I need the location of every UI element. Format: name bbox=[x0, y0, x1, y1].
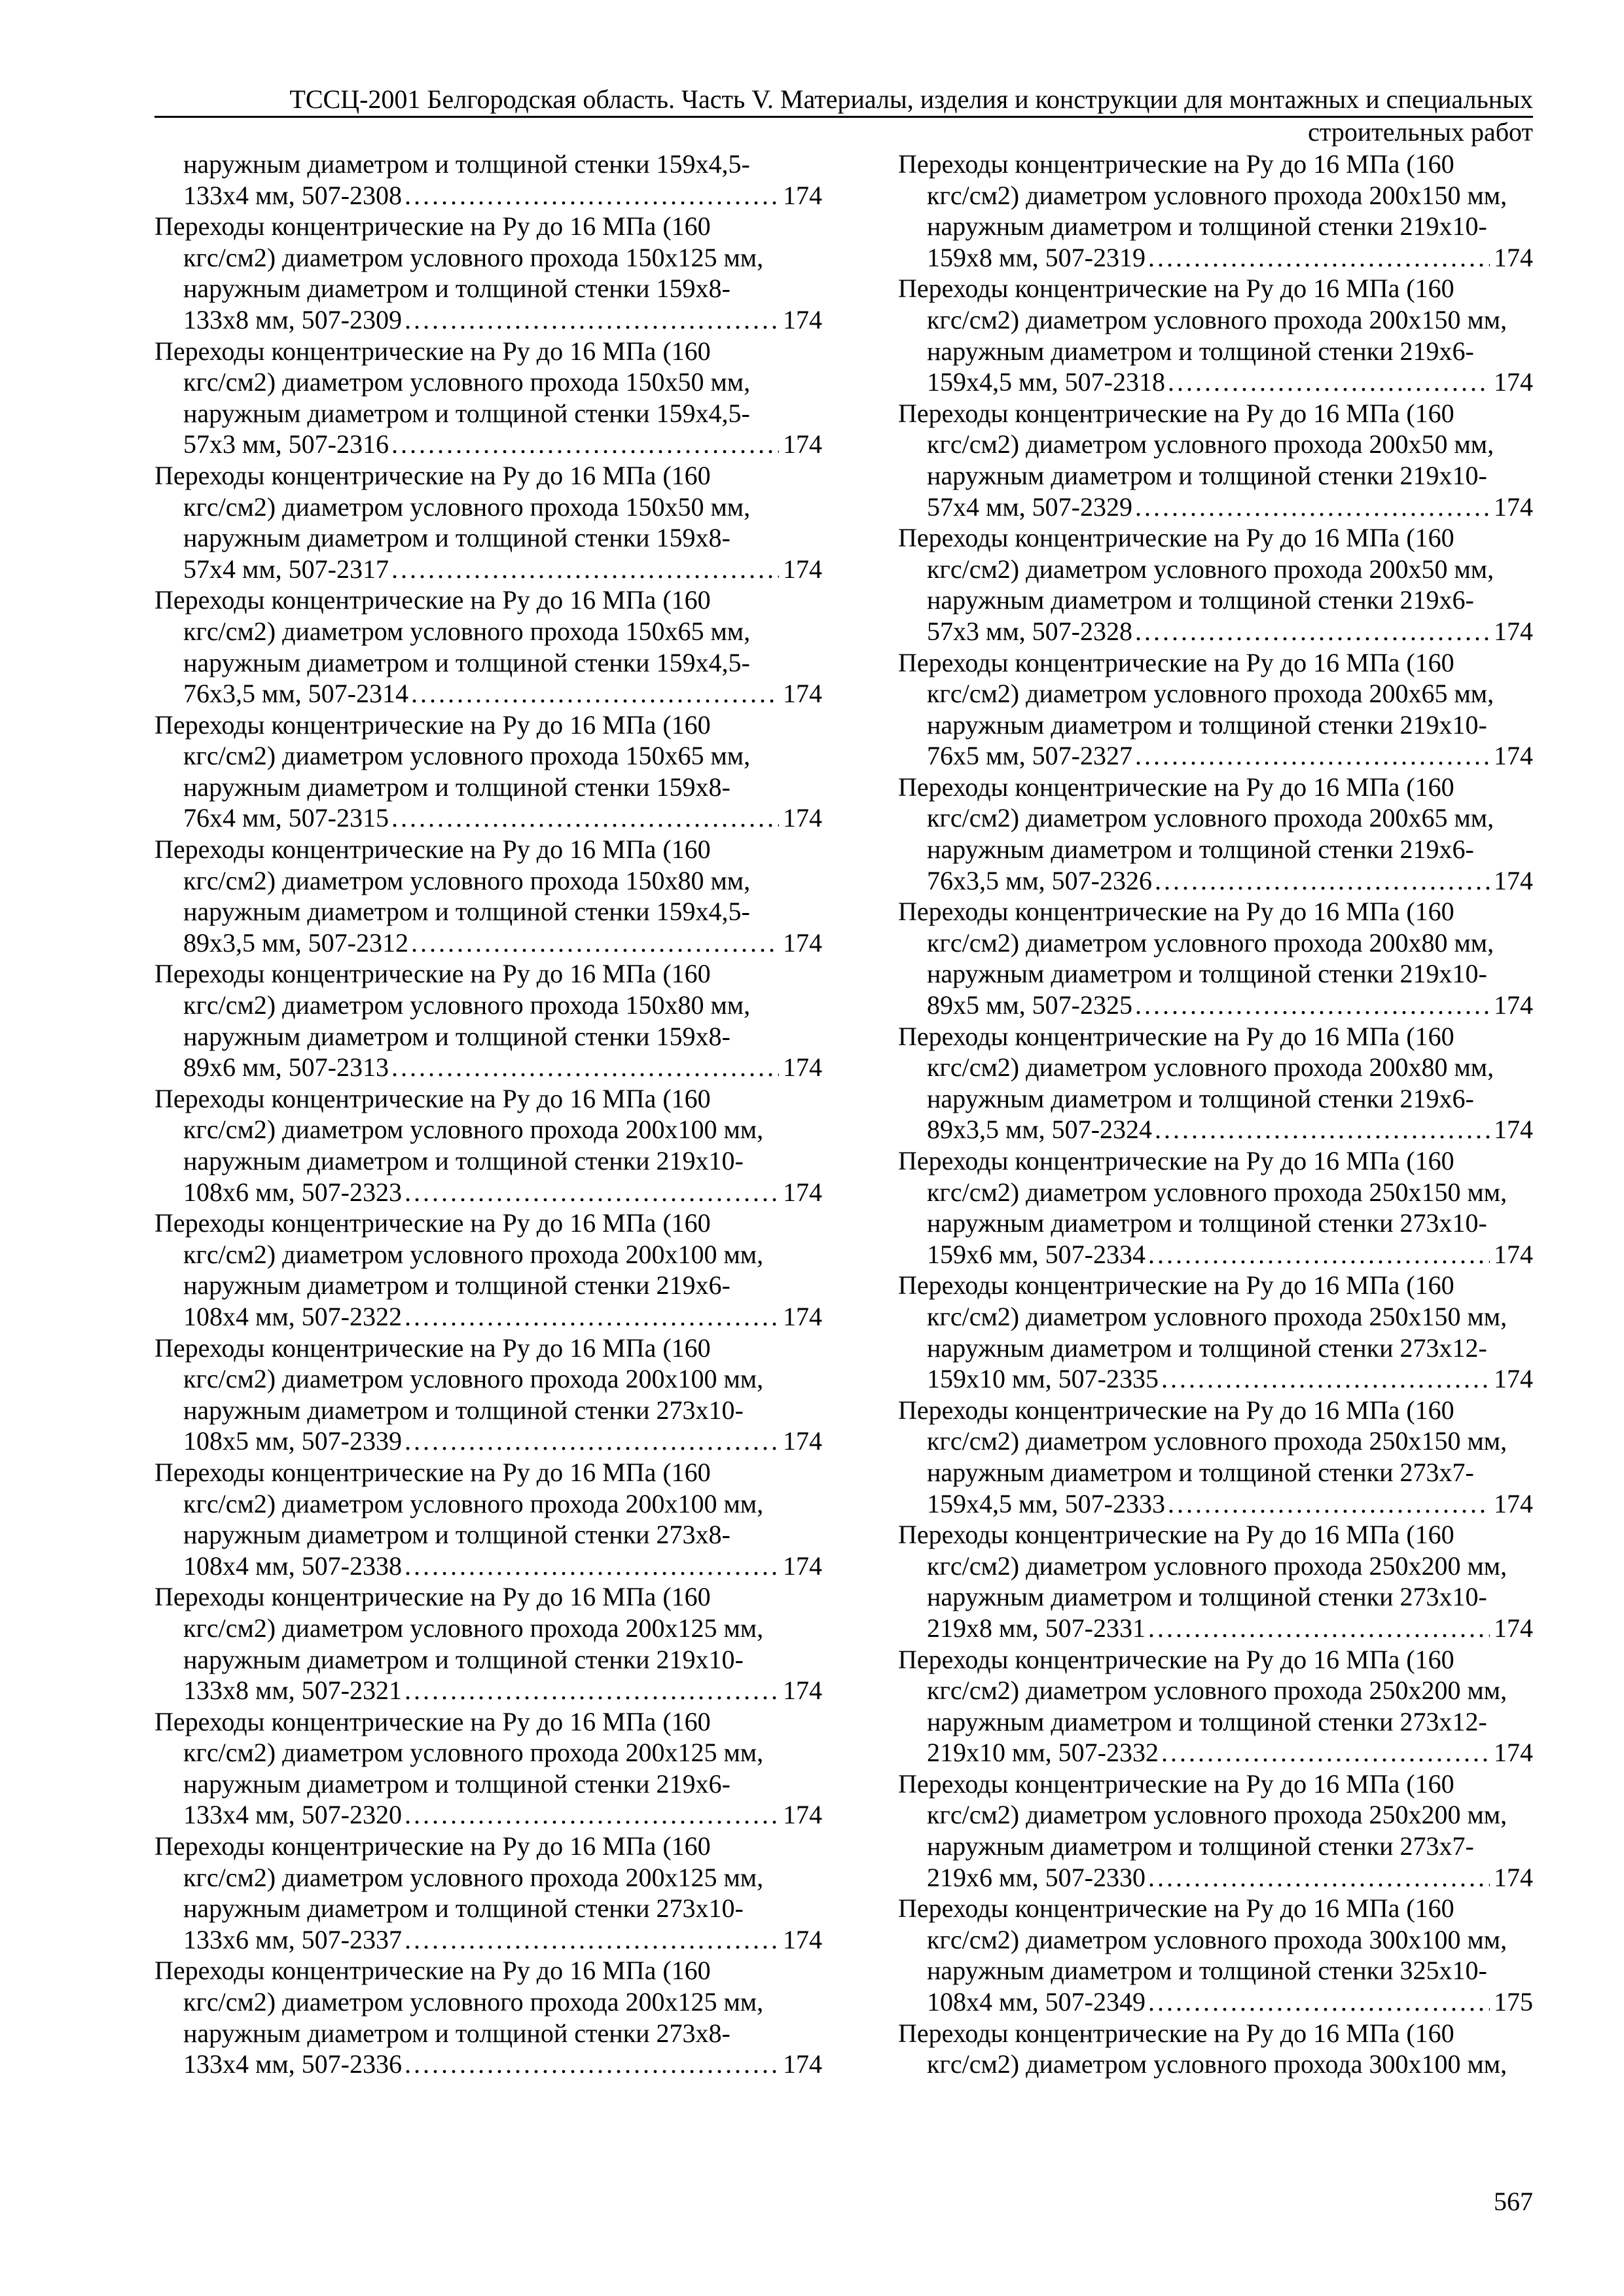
entry-line: Переходы концентрические на Ру до 16 МПа (160 bbox=[154, 585, 711, 615]
entry-code: 89х3,5 мм, 507-2324 bbox=[927, 1115, 1152, 1145]
entry-reference-line bbox=[898, 740, 1533, 772]
dot-leader bbox=[411, 927, 779, 959]
entry-code: 57х4 мм, 507-2329 bbox=[927, 492, 1132, 522]
entry-line: наружным диаметром и толщиной стенки 273х10- bbox=[927, 1208, 1487, 1238]
entry-code: 108х4 мм, 507-2322 bbox=[183, 1301, 402, 1331]
entry-reference-line bbox=[154, 1177, 822, 1208]
entry-page-ref: 174 bbox=[1494, 1862, 1533, 1892]
dot-leader bbox=[1148, 1239, 1490, 1270]
entry-page-ref: 175 bbox=[1494, 1987, 1533, 2017]
entry-line: Переходы концентрические на Ру до 16 МПа (160 bbox=[898, 1270, 1454, 1300]
entry-line: кгс/см2) диаметром условного прохода 250х150 мм, bbox=[927, 1177, 1507, 1207]
entry-line: наружным диаметром и толщиной стенки 159х8- bbox=[183, 274, 731, 304]
entry-line: кгс/см2) диаметром условного прохода 300х100 мм, bbox=[927, 2049, 1507, 2079]
index-entry bbox=[898, 273, 1533, 397]
entry-line: Переходы концентрические на Ру до 16 МПа (160 bbox=[154, 1956, 711, 1986]
entry-code: 159х10 мм, 507-2335 bbox=[927, 1364, 1159, 1394]
entry-page-ref: 174 bbox=[783, 927, 822, 958]
entry-line: Переходы концентрические на Ру до 16 МПа (160 bbox=[898, 274, 1454, 304]
entry-line: наружным диаметром и толщиной стенки 273х12- bbox=[927, 1706, 1487, 1736]
entry-line: наружным диаметром и толщиной стенки 159х8- bbox=[183, 523, 731, 553]
dot-leader bbox=[1161, 1737, 1490, 1768]
index-entry bbox=[898, 1893, 1533, 2017]
index-entry bbox=[898, 1270, 1533, 1394]
entry-line: Переходы концентрические на Ру до 16 МПа (160 bbox=[898, 897, 1454, 927]
index-entry bbox=[154, 1457, 822, 1581]
entry-reference-line bbox=[898, 990, 1533, 1021]
entry-code: 159х6 мм, 507-2334 bbox=[927, 1239, 1146, 1269]
index-entry bbox=[898, 149, 1533, 273]
entry-line: наружным диаметром и толщиной стенки 159х8- bbox=[183, 772, 731, 802]
dot-leader bbox=[1168, 367, 1490, 398]
index-entry bbox=[898, 1768, 1533, 1893]
entry-reference-line bbox=[898, 1363, 1533, 1395]
entry-reference-line bbox=[898, 865, 1533, 897]
index-entry bbox=[154, 149, 822, 211]
entry-code: 219х8 мм, 507-2331 bbox=[927, 1613, 1146, 1643]
dot-leader bbox=[1148, 242, 1490, 274]
entry-line: Переходы концентрические на Ру до 16 МПа (160 bbox=[898, 2018, 1454, 2048]
entry-line: Переходы концентрические на Ру до 16 МПа (160 bbox=[898, 1395, 1454, 1425]
entry-reference-line bbox=[898, 1613, 1533, 1644]
dot-leader bbox=[411, 678, 779, 709]
entry-line: кгс/см2) диаметром условного прохода 150х50 мм, bbox=[183, 367, 751, 397]
entry-line: Переходы концентрические на Ру до 16 МПа (160 bbox=[898, 1768, 1454, 1799]
entry-code: 159х4,5 мм, 507-2318 bbox=[927, 367, 1165, 397]
entry-line: кгс/см2) диаметром условного прохода 200х100 мм, bbox=[183, 1364, 764, 1394]
entry-code: 133х6 мм, 507-2337 bbox=[183, 1924, 402, 1954]
index-entry bbox=[154, 1955, 822, 2079]
dot-leader bbox=[1135, 740, 1490, 772]
entry-line: наружным диаметром и толщиной стенки 219х10- bbox=[927, 709, 1487, 740]
index-entry bbox=[898, 398, 1533, 522]
dot-leader bbox=[391, 1052, 779, 1083]
entry-line: Переходы концентрические на Ру до 16 МПа (160 bbox=[898, 398, 1454, 428]
index-entry bbox=[898, 1395, 1533, 1519]
dot-leader bbox=[391, 554, 779, 585]
entry-page-ref: 174 bbox=[1494, 741, 1533, 771]
entry-reference-line bbox=[898, 1986, 1533, 2018]
entry-line: наружным диаметром и толщиной стенки 273х10- bbox=[183, 1395, 744, 1425]
entry-page-ref: 174 bbox=[783, 1551, 822, 1581]
entry-page-ref: 174 bbox=[1494, 1613, 1533, 1643]
entry-page-ref: 174 bbox=[783, 1924, 822, 1954]
dot-leader bbox=[1135, 990, 1490, 1021]
entry-code: 108х4 мм, 507-2349 bbox=[927, 1987, 1146, 2017]
entry-reference-line bbox=[154, 1052, 822, 1083]
entry-reference-line bbox=[898, 1862, 1533, 1893]
entry-line: Переходы концентрические на Ру до 16 МПа (160 bbox=[898, 1893, 1454, 1924]
entry-line: Переходы концентрические на Ру до 16 МПа (160 bbox=[898, 523, 1454, 553]
entry-reference-line bbox=[154, 1799, 822, 1831]
entry-line: кгс/см2) диаметром условного прохода 200х100 мм, bbox=[183, 1115, 764, 1145]
index-entry bbox=[898, 772, 1533, 896]
entry-line: кгс/см2) диаметром условного прохода 150х65 мм, bbox=[183, 741, 751, 771]
entry-code: 219х6 мм, 507-2330 bbox=[927, 1862, 1146, 1892]
entry-line: наружным диаметром и толщиной стенки 219х10- bbox=[183, 1644, 744, 1674]
entry-code: 89х3,5 мм, 507-2312 bbox=[183, 927, 408, 958]
index-entry bbox=[154, 834, 822, 958]
index-entry bbox=[154, 709, 822, 834]
entry-line: наружным диаметром и толщиной стенки 219х10- bbox=[183, 1146, 744, 1175]
entry-line: Переходы концентрические на Ру до 16 МПа (160 bbox=[154, 834, 711, 865]
index-entry bbox=[154, 1706, 822, 1831]
dot-leader bbox=[1135, 492, 1490, 523]
entry-line: кгс/см2) диаметром условного прохода 200х125 мм, bbox=[183, 1738, 764, 1768]
entry-reference-line bbox=[154, 1551, 822, 1582]
index-entry bbox=[154, 460, 822, 584]
entry-page-ref: 174 bbox=[1494, 492, 1533, 522]
entry-page-ref: 174 bbox=[783, 2049, 822, 2079]
entry-line: кгс/см2) диаметром условного прохода 200х80 мм, bbox=[927, 1052, 1494, 1083]
entry-reference-line bbox=[154, 802, 822, 834]
entry-line: Переходы концентрические на Ру до 16 МПа (160 bbox=[154, 1083, 711, 1113]
entry-line: кгс/см2) диаметром условного прохода 250х200 мм, bbox=[927, 1676, 1507, 1706]
dot-leader bbox=[1135, 616, 1490, 647]
dot-leader bbox=[1148, 1986, 1490, 2018]
entry-code: 133х4 мм, 507-2308 bbox=[183, 180, 402, 210]
dot-leader bbox=[405, 304, 779, 336]
entry-line: кгс/см2) диаметром условного прохода 200х65 мм, bbox=[927, 679, 1494, 709]
entry-page-ref: 174 bbox=[1494, 1239, 1533, 1269]
entry-line: наружным диаметром и толщиной стенки 273х7- bbox=[927, 1457, 1474, 1487]
entry-line: Переходы концентрические на Ру до 16 МПа (160 bbox=[898, 1520, 1454, 1550]
entry-page-ref: 174 bbox=[783, 1676, 822, 1706]
entry-reference-line bbox=[154, 678, 822, 709]
entry-page-ref: 174 bbox=[1494, 990, 1533, 1020]
entry-line: Переходы концентрические на Ру до 16 МПа (160 bbox=[154, 1457, 711, 1487]
entry-code: 76х3,5 мм, 507-2326 bbox=[927, 865, 1152, 895]
index-entry bbox=[898, 522, 1533, 647]
index-entry bbox=[898, 2018, 1533, 2080]
entry-code: 57х4 мм, 507-2317 bbox=[183, 554, 389, 584]
entry-code: 76х5 мм, 507-2327 bbox=[927, 741, 1132, 771]
entry-reference-line bbox=[898, 367, 1533, 398]
entry-reference-line bbox=[154, 1301, 822, 1333]
entry-line: кгс/см2) диаметром условного прохода 200х150 мм, bbox=[927, 180, 1507, 210]
entry-code: 76х4 мм, 507-2315 bbox=[183, 803, 389, 833]
index-column-left bbox=[154, 149, 822, 2080]
entry-line: кгс/см2) диаметром условного прохода 250х150 мм, bbox=[927, 1301, 1507, 1331]
entry-line: наружным диаметром и толщиной стенки 273х8- bbox=[183, 1520, 731, 1550]
entry-line: Переходы концентрические на Ру до 16 МПа (160 bbox=[898, 772, 1454, 802]
entry-line: кгс/см2) диаметром условного прохода 200х100 мм, bbox=[183, 1239, 764, 1269]
index-column-right bbox=[898, 149, 1533, 2080]
entry-code: 108х6 мм, 507-2323 bbox=[183, 1177, 402, 1207]
dot-leader bbox=[405, 1426, 779, 1457]
entry-line: Переходы концентрические на Ру до 16 МПа (160 bbox=[154, 1706, 711, 1736]
entry-line: кгс/см2) диаметром условного прохода 200х125 мм, bbox=[183, 1862, 764, 1892]
dot-leader bbox=[405, 1924, 779, 1956]
entry-reference-line bbox=[898, 492, 1533, 523]
entry-line: наружным диаметром и толщиной стенки 219х6- bbox=[927, 1083, 1474, 1113]
entry-code: 89х6 мм, 507-2313 bbox=[183, 1052, 389, 1083]
entry-reference-line bbox=[154, 2049, 822, 2080]
entry-reference-line bbox=[154, 180, 822, 211]
index-entry bbox=[154, 1208, 822, 1332]
entry-line: кгс/см2) диаметром условного прохода 250х200 мм, bbox=[927, 1551, 1507, 1581]
entry-line: Переходы концентрические на Ру до 16 МПа (160 bbox=[898, 1146, 1454, 1175]
entry-line: Переходы концентрические на Ру до 16 МПа (160 bbox=[154, 211, 711, 242]
entry-code: 108х5 мм, 507-2339 bbox=[183, 1426, 402, 1456]
entry-line: кгс/см2) диаметром условного прохода 200х125 мм, bbox=[183, 1987, 764, 2017]
dot-leader bbox=[405, 1799, 779, 1831]
index-entry bbox=[154, 958, 822, 1083]
dot-leader bbox=[391, 802, 779, 834]
entry-line: наружным диаметром и толщиной стенки 273х10- bbox=[183, 1893, 744, 1924]
entry-reference-line bbox=[154, 1675, 822, 1706]
dot-leader bbox=[1155, 865, 1490, 897]
entry-line: кгс/см2) диаметром условного прохода 150х125 мм, bbox=[183, 242, 764, 272]
entry-code: 133х8 мм, 507-2321 bbox=[183, 1676, 402, 1706]
dot-leader bbox=[405, 2049, 779, 2080]
entry-line: Переходы концентрические на Ру до 16 МПа (160 bbox=[898, 1021, 1454, 1051]
entry-reference-line bbox=[898, 1239, 1533, 1270]
entry-reference-line bbox=[154, 429, 822, 460]
index-entry bbox=[154, 1083, 822, 1208]
header-rule bbox=[154, 116, 1533, 118]
entry-reference-line bbox=[154, 304, 822, 336]
entry-line: кгс/см2) диаметром условного прохода 150х65 мм, bbox=[183, 616, 751, 646]
entry-page-ref: 174 bbox=[1494, 1115, 1533, 1145]
entry-line: кгс/см2) диаметром условного прохода 200х50 мм, bbox=[927, 429, 1494, 459]
entry-page-ref: 174 bbox=[1494, 367, 1533, 397]
entry-line: кгс/см2) диаметром условного прохода 300х100 мм, bbox=[927, 1924, 1507, 1954]
entry-code: 57х3 мм, 507-2328 bbox=[927, 616, 1132, 646]
entry-page-ref: 174 bbox=[1494, 616, 1533, 646]
entry-line: наружным диаметром и толщиной стенки 219х6- bbox=[927, 336, 1474, 366]
entry-line: наружным диаметром и толщиной стенки 219х6- bbox=[183, 1270, 731, 1300]
index-entry bbox=[898, 647, 1533, 772]
entry-reference-line bbox=[898, 242, 1533, 274]
entry-reference-line bbox=[154, 927, 822, 959]
entry-line: кгс/см2) диаметром условного прохода 200х65 мм, bbox=[927, 803, 1494, 833]
entry-line: Переходы концентрические на Ру до 16 МПа (160 bbox=[898, 1644, 1454, 1674]
entry-page-ref: 174 bbox=[783, 1052, 822, 1083]
entry-code: 159х8 мм, 507-2319 bbox=[927, 242, 1146, 272]
entry-line: кгс/см2) диаметром условного прохода 200х150 мм, bbox=[927, 304, 1507, 334]
entry-code: 108х4 мм, 507-2338 bbox=[183, 1551, 402, 1581]
entry-line: наружным диаметром и толщиной стенки 219х6- bbox=[927, 585, 1474, 615]
dot-leader bbox=[1155, 1114, 1490, 1145]
entry-code: 133х4 мм, 507-2320 bbox=[183, 1800, 402, 1830]
entry-line: кгс/см2) диаметром условного прохода 200х80 мм, bbox=[927, 927, 1494, 958]
dot-leader bbox=[405, 1301, 779, 1333]
dot-leader bbox=[405, 1675, 779, 1706]
entry-page-ref: 174 bbox=[783, 1800, 822, 1830]
entry-page-ref: 174 bbox=[783, 429, 822, 459]
dot-leader bbox=[1148, 1613, 1490, 1644]
index-entry bbox=[154, 1581, 822, 1706]
index-entry bbox=[154, 1831, 822, 1955]
index-entry bbox=[898, 1519, 1533, 1643]
entry-line: кгс/см2) диаметром условного прохода 200х50 мм, bbox=[927, 554, 1494, 584]
index-entry bbox=[154, 336, 822, 460]
entry-line: Переходы концентрические на Ру до 16 МПа (160 bbox=[898, 647, 1454, 677]
index-entry bbox=[154, 211, 822, 335]
entry-page-ref: 174 bbox=[783, 554, 822, 584]
entry-line: Переходы концентрические на Ру до 16 МПа (160 bbox=[154, 1333, 711, 1363]
entry-line: наружным диаметром и толщиной стенки 273х7- bbox=[927, 1831, 1474, 1861]
entry-page-ref: 174 bbox=[783, 1426, 822, 1456]
entry-line: наружным диаметром и толщиной стенки 159х4,5- bbox=[183, 897, 750, 927]
entry-reference-line bbox=[898, 1737, 1533, 1768]
entry-page-ref: 174 bbox=[1494, 865, 1533, 895]
entry-page-ref: 174 bbox=[783, 679, 822, 709]
entry-line: наружным диаметром и толщиной стенки 159х4,5- bbox=[183, 647, 750, 677]
dot-leader bbox=[405, 180, 779, 211]
entry-line: наружным диаметром и толщиной стенки 219х6- bbox=[927, 834, 1474, 865]
entry-line: наружным диаметром и толщиной стенки 219х6- bbox=[183, 1768, 731, 1799]
entry-line: Переходы концентрические на Ру до 16 МПа (160 bbox=[154, 959, 711, 989]
entry-line: наружным диаметром и толщиной стенки 159х8- bbox=[183, 1021, 731, 1051]
entry-line: Переходы концентрические на Ру до 16 МПа (160 bbox=[898, 149, 1454, 179]
dot-leader bbox=[405, 1177, 779, 1208]
entry-reference-line bbox=[154, 554, 822, 585]
entry-reference-line bbox=[898, 1114, 1533, 1145]
dot-leader bbox=[1148, 1862, 1490, 1893]
entry-line: кгс/см2) диаметром условного прохода 250х200 мм, bbox=[927, 1800, 1507, 1830]
entry-line: кгс/см2) диаметром условного прохода 200х100 мм, bbox=[183, 1488, 764, 1518]
entry-page-ref: 174 bbox=[1494, 1364, 1533, 1394]
index-entry bbox=[898, 1644, 1533, 1768]
entry-reference-line bbox=[898, 1488, 1533, 1520]
entry-line: наружным диаметром и толщиной стенки 273х10- bbox=[927, 1582, 1487, 1612]
entry-code: 219х10 мм, 507-2332 bbox=[927, 1738, 1159, 1768]
entry-code: 89х5 мм, 507-2325 bbox=[927, 990, 1132, 1020]
dot-leader bbox=[405, 1551, 779, 1582]
entry-line: Переходы концентрические на Ру до 16 МПа (160 bbox=[154, 709, 711, 740]
index-entry bbox=[154, 584, 822, 709]
index-entry bbox=[154, 1333, 822, 1457]
entry-line: наружным диаметром и толщиной стенки 273х8- bbox=[183, 2018, 731, 2048]
entry-page-ref: 174 bbox=[783, 1301, 822, 1331]
entry-reference-line bbox=[154, 1426, 822, 1457]
entry-line: наружным диаметром и толщиной стенки 325х10- bbox=[927, 1956, 1487, 1986]
entry-line: кгс/см2) диаметром условного прохода 250х150 мм, bbox=[927, 1426, 1507, 1456]
entry-page-ref: 174 bbox=[1494, 1488, 1533, 1518]
entry-line: наружным диаметром и толщиной стенки 159х4,5- bbox=[183, 398, 750, 428]
entry-line: наружным диаметром и толщиной стенки 273х12- bbox=[927, 1333, 1487, 1363]
entry-line: наружным диаметром и толщиной стенки 219х10- bbox=[927, 211, 1487, 242]
entry-page-ref: 174 bbox=[783, 803, 822, 833]
entry-code: 76х3,5 мм, 507-2314 bbox=[183, 679, 408, 709]
header-line-1: ТССЦ-2001 Белгородская область. Часть V. Материалы, изделия и конструкции для монтажных и специальных bbox=[289, 84, 1533, 114]
entry-line: кгс/см2) диаметром условного прохода 150х80 мм, bbox=[183, 990, 751, 1020]
dot-leader bbox=[391, 429, 779, 460]
page-number: 567 bbox=[1494, 2187, 1533, 2216]
entry-line: кгс/см2) диаметром условного прохода 200х125 мм, bbox=[183, 1613, 764, 1643]
entry-code: 159х4,5 мм, 507-2333 bbox=[927, 1488, 1165, 1518]
entry-code: 133х8 мм, 507-2309 bbox=[183, 304, 402, 334]
entry-code: 133х4 мм, 507-2336 bbox=[183, 2049, 402, 2079]
entry-line: Переходы концентрические на Ру до 16 МПа (160 bbox=[154, 1582, 711, 1612]
entry-line: кгс/см2) диаметром условного прохода 150х80 мм, bbox=[183, 865, 751, 895]
entry-line: Переходы концентрические на Ру до 16 МПа (160 bbox=[154, 1831, 711, 1861]
entry-line: Переходы концентрические на Ру до 16 МПа (160 bbox=[154, 1208, 711, 1238]
entry-line: Переходы концентрические на Ру до 16 МПа (160 bbox=[154, 460, 711, 490]
index-entry bbox=[898, 896, 1533, 1020]
entry-line: наружным диаметром и толщиной стенки 219х10- bbox=[927, 460, 1487, 490]
entry-code: 57х3 мм, 507-2316 bbox=[183, 429, 389, 459]
header-line-2: строительных работ bbox=[1308, 117, 1533, 147]
entry-page-ref: 174 bbox=[783, 304, 822, 334]
entry-page-ref: 174 bbox=[1494, 1738, 1533, 1768]
entry-reference-line bbox=[898, 616, 1533, 647]
entry-line: Переходы концентрические на Ру до 16 МПа (160 bbox=[154, 336, 711, 366]
entry-page-ref: 174 bbox=[783, 180, 822, 210]
entry-line: наружным диаметром и толщиной стенки 219х10- bbox=[927, 959, 1487, 989]
entry-page-ref: 174 bbox=[783, 1177, 822, 1207]
index-entry bbox=[898, 1021, 1533, 1145]
entry-line: наружным диаметром и толщиной стенки 159х4,5- bbox=[183, 149, 750, 179]
entry-page-ref: 174 bbox=[1494, 242, 1533, 272]
index-entry bbox=[898, 1145, 1533, 1270]
entry-reference-line bbox=[154, 1924, 822, 1956]
dot-leader bbox=[1168, 1488, 1490, 1520]
entry-line: кгс/см2) диаметром условного прохода 150х50 мм, bbox=[183, 492, 751, 522]
dot-leader bbox=[1161, 1363, 1490, 1395]
